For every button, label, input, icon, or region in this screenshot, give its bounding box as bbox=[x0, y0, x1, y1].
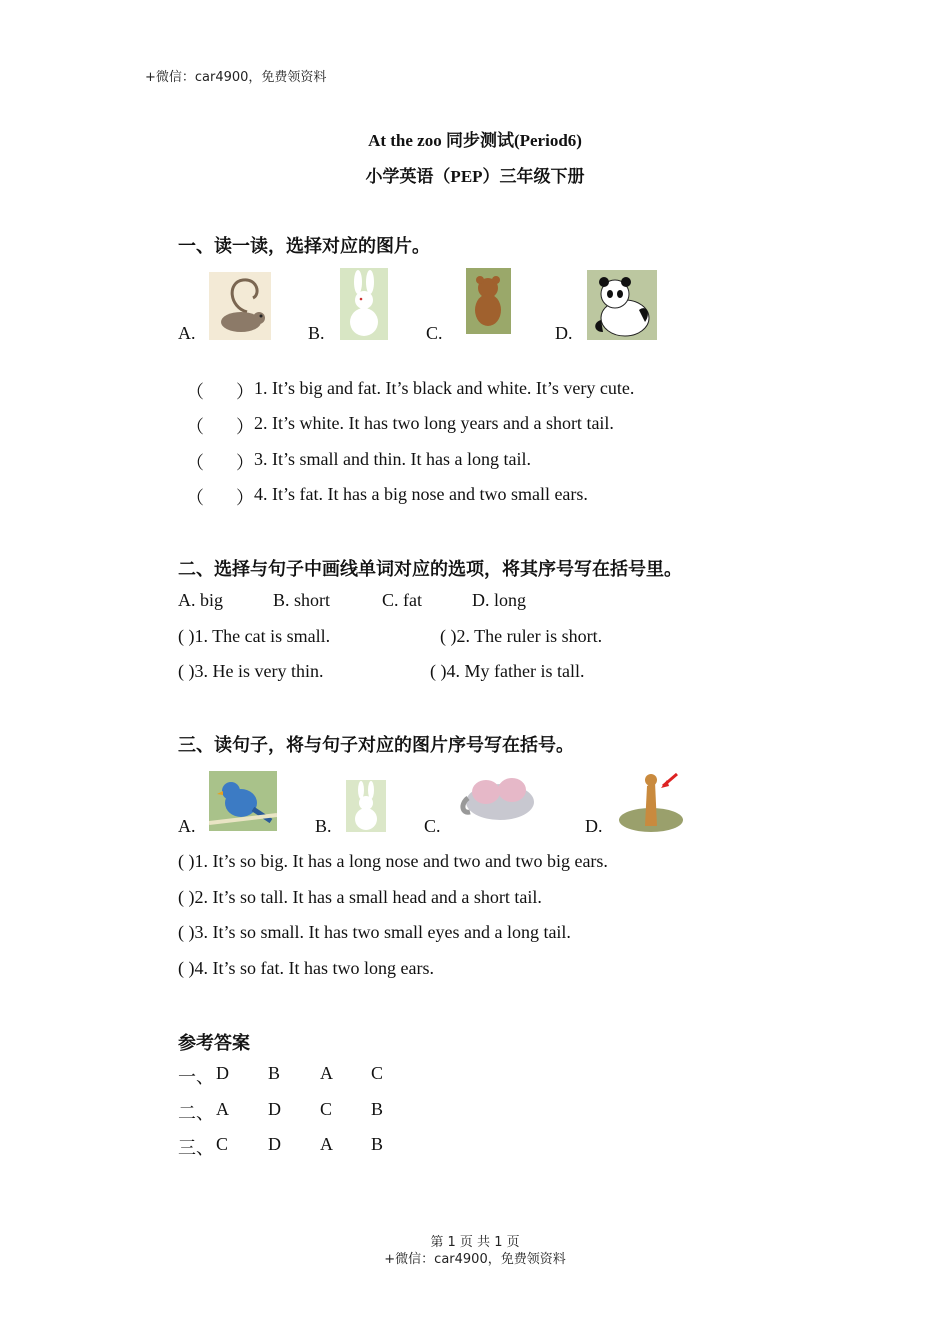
question-text: ( )4. It’s so fat. It has two long ears. bbox=[178, 958, 434, 978]
answer-row-label: 二、 bbox=[178, 1103, 214, 1123]
question-text: 3. It’s small and thin. It has a long tail. bbox=[254, 449, 531, 469]
choice: D. long bbox=[472, 590, 526, 610]
answer-value: A bbox=[216, 1099, 229, 1119]
question-bracket-open: （ bbox=[186, 453, 204, 473]
page-title: At the zoo 同步测试(Period6) bbox=[368, 131, 582, 150]
section2-heading: 二、选择与句子中画线单词对应的选项，将其序号写在括号里。 bbox=[178, 559, 682, 579]
panda-picture bbox=[587, 270, 657, 340]
question-text: ( )1. It’s so big. It has a long nose and two and two big ears. bbox=[178, 851, 608, 871]
question-text: 1. It’s big and fat. It’s black and white. It’s very cute. bbox=[254, 378, 635, 398]
answer-value: B bbox=[371, 1099, 384, 1119]
question-text: ( )2. It’s so tall. It has a small head and a short tail. bbox=[178, 887, 542, 907]
rabbit-picture bbox=[340, 268, 388, 340]
answer-value: A bbox=[320, 1063, 333, 1083]
question-text: 2. It’s white. It has two long years and a short tail. bbox=[254, 413, 614, 433]
option-label: D. bbox=[555, 323, 573, 343]
question-bracket-close: ） bbox=[236, 382, 254, 402]
option-label: A. bbox=[178, 816, 196, 836]
question-text: ( )4. My father is tall. bbox=[430, 661, 585, 681]
question-text: ( )3. He is very thin. bbox=[178, 661, 324, 681]
giraffe-picture bbox=[617, 768, 685, 832]
option-label: C. bbox=[424, 816, 441, 836]
question-bracket-open: （ bbox=[186, 417, 204, 437]
answer-value: C bbox=[371, 1063, 384, 1083]
answers-heading: 参考答案 bbox=[178, 1033, 250, 1053]
question-text: 4. It’s fat. It has a big nose and two small ears. bbox=[254, 484, 588, 504]
option-label: C. bbox=[426, 323, 443, 343]
bear-picture bbox=[466, 268, 511, 334]
bird-picture bbox=[209, 771, 277, 831]
question-bracket-close: ） bbox=[236, 488, 254, 508]
question-text: ( )2. The ruler is short. bbox=[440, 626, 603, 646]
question-bracket-open: （ bbox=[186, 488, 204, 508]
footer-watermark: +微信：car4900，免费领资料 bbox=[384, 1252, 566, 1267]
rabbit-picture bbox=[346, 780, 386, 832]
answer-value: D bbox=[216, 1063, 229, 1083]
option-label: B. bbox=[308, 323, 325, 343]
option-label: A. bbox=[178, 323, 196, 343]
mouse-picture bbox=[209, 272, 271, 340]
section1-heading: 一、读一读，选择对应的图片。 bbox=[178, 236, 430, 256]
answer-value: C bbox=[320, 1099, 333, 1119]
question-bracket-close: ） bbox=[236, 417, 254, 437]
option-label: B. bbox=[315, 816, 332, 836]
elephant-picture bbox=[456, 768, 542, 824]
answer-row-label: 三、 bbox=[178, 1138, 214, 1158]
page-subtitle: 小学英语（PEP）三年级下册 bbox=[365, 167, 585, 186]
question-bracket-open: （ bbox=[186, 382, 204, 402]
answer-value: A bbox=[320, 1134, 333, 1154]
choice: A. big bbox=[178, 590, 223, 610]
option-label: D. bbox=[585, 816, 603, 836]
choice: C. fat bbox=[382, 590, 422, 610]
question-text: ( )1. The cat is small. bbox=[178, 626, 331, 646]
choice: B. short bbox=[273, 590, 331, 610]
answer-value: C bbox=[216, 1134, 229, 1154]
question-text: ( )3. It’s so small. It has two small eyes and a long tail. bbox=[178, 922, 571, 942]
header-watermark: +微信：car4900，免费领资料 bbox=[145, 70, 327, 85]
page-number: 第 1 页 共 1 页 bbox=[430, 1235, 520, 1250]
section3-heading: 三、读句子，将与句子对应的图片序号写在括号。 bbox=[178, 735, 574, 755]
answer-value: D bbox=[268, 1099, 281, 1119]
question-bracket-close: ） bbox=[236, 453, 254, 473]
answer-value: B bbox=[268, 1063, 281, 1083]
answer-value: D bbox=[268, 1134, 281, 1154]
answer-row-label: 一、 bbox=[178, 1067, 214, 1087]
answer-value: B bbox=[371, 1134, 384, 1154]
